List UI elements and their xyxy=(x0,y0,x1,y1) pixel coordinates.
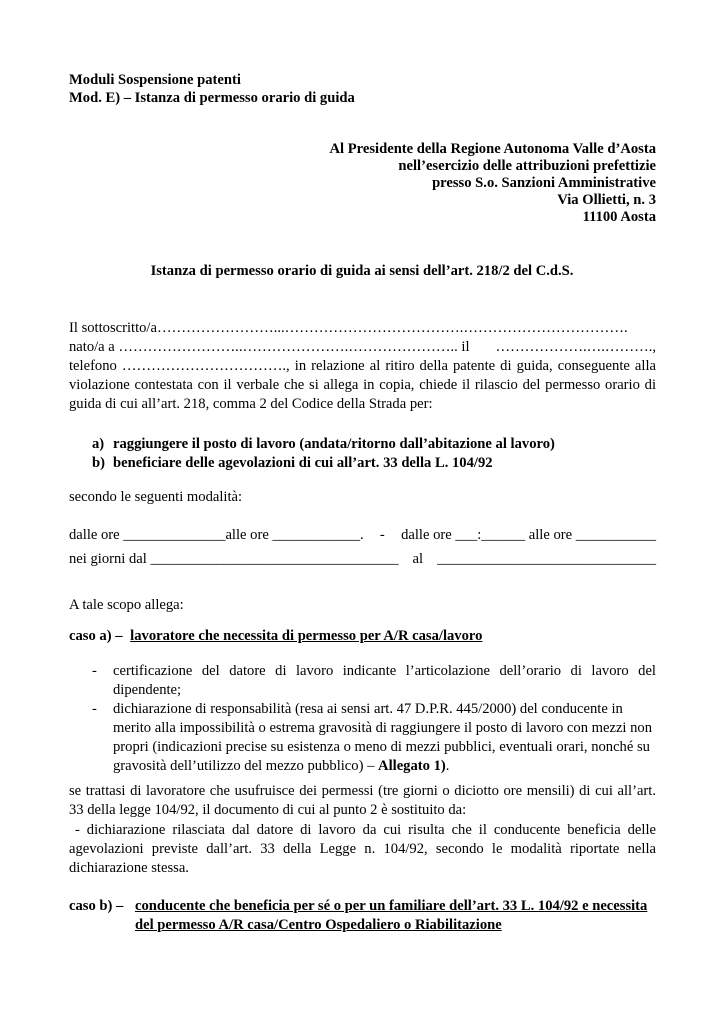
header-line-2: Mod. E) – Istanza di permesso orario di guida xyxy=(69,90,355,106)
caso-b-label: caso b) – xyxy=(69,898,124,914)
request-options xyxy=(92,435,656,473)
caso-a-item-text xyxy=(113,700,656,776)
orari-first-range: dalle ore ______________alle ore ____________. xyxy=(69,527,364,543)
dash-bullet: - xyxy=(92,663,97,679)
giorni-line xyxy=(69,550,656,568)
dash-bullet: - xyxy=(92,701,97,717)
option-b xyxy=(92,454,656,473)
caso-b-title-2: del permesso A/R casa/Centro Ospedaliero o Riabilitazione xyxy=(135,917,502,933)
caso-a-title: lavoratore che necessita di permesso per A/R casa/lavoro xyxy=(130,628,483,644)
intro-line-1: Il sottoscritto/a……………………...……………………………….……………………………. xyxy=(69,320,628,336)
option-a xyxy=(92,435,656,454)
header-line-1: Moduli Sospensione patenti xyxy=(69,72,241,88)
caso-b-title-1: conducente che beneficia per sé o per un familiare dell’art. 33 L. 104/92 e necessita xyxy=(135,898,648,914)
caso-a-list xyxy=(92,662,656,776)
recipient-line: 11100 Aosta xyxy=(582,209,656,225)
birthplace-field: nato/a a ……………………..………………….………………….. il xyxy=(69,339,470,355)
giorni-to: ______________________________ xyxy=(437,551,656,567)
option-text: raggiungere il posto di lavoro (andata/ritorno dall’abitazione al lavoro) xyxy=(113,436,555,452)
recipient-line: Via Ollietti, n. 3 xyxy=(557,192,656,208)
recipient-line: presso S.o. Sanzioni Amministrative xyxy=(432,175,656,191)
intro-paragraph: telefono ……………………………., in relazione al ritiro della patente di guida, conseguente alla violazione contestata con il verbale che si allega in copia, chiede il rilascio del permesso orario di guida di cui all’art. 218, comma 2 del Codice della Strada per: xyxy=(69,358,656,412)
giorni-al: al xyxy=(412,551,424,567)
option-mark: b) xyxy=(92,455,105,471)
giorni-from: nei giorni dal __________________________________ xyxy=(69,551,399,567)
caso-a-item xyxy=(92,700,656,776)
legge104-item: - dichiarazione rilasciata dal datore di lavoro da cui risulta che il conducente beneficia delle agevolazioni previste dall’art. 33 della Legge n. 104/92, secondo le modalità riportate nella dichiarazione stessa. xyxy=(69,822,656,876)
allega-label: A tale scopo allega: xyxy=(69,597,184,613)
recipient-line: Al Presidente della Regione Autonoma Valle d’Aosta xyxy=(329,141,656,157)
allegato-ref: Allegato 1) xyxy=(378,758,446,774)
caso-a-item-body: dichiarazione di responsabilità (resa ai sensi art. 47 D.P.R. 445/2000) del conducente in merito alla impossibilità o estrema gravosità di raggiungere il posto di lavoro con mezzi non propri (indicazioni precise su esistenza o meno di mezzi pubblici, eventuali orari, nonché su gravosità dell’utilizzo del mezzo pubblico) – xyxy=(113,701,653,774)
caso-a-label: caso a) – xyxy=(69,628,123,644)
subject-title: Istanza di permesso orario di guida ai sensi dell’art. 218/2 del C.d.S. xyxy=(150,263,574,279)
orari-second-range: dalle ore ___:______ alle ore ___________ xyxy=(401,527,656,543)
orari-line xyxy=(69,526,656,544)
caso-a-item xyxy=(92,662,656,700)
option-text: beneficiare delle agevolazioni di cui all’art. 33 della L. 104/92 xyxy=(113,455,493,471)
allegato-end: . xyxy=(445,758,450,774)
legge104-paragraph: se trattasi di lavoratore che usufruisce dei permessi (tre giorni o diciotto ore mensili) di cui all’art. 33 della legge 104/92, il documento di cui al punto 2 è sostituito da: xyxy=(69,783,656,818)
recipient-line: nell’esercizio delle attribuzioni prefettizie xyxy=(398,158,656,174)
option-mark: a) xyxy=(92,436,105,452)
caso-a-heading xyxy=(69,627,482,645)
modalita-label: secondo le seguenti modalità: xyxy=(69,489,243,505)
caso-a-item-text: certificazione del datore di lavoro indicante l’articolazione dell’orario di lavoro del dipendente; xyxy=(113,663,656,698)
birthdate-field: ……………….….………., xyxy=(495,339,656,355)
orari-separator: - xyxy=(379,527,385,543)
intro-line-2 xyxy=(69,338,656,356)
